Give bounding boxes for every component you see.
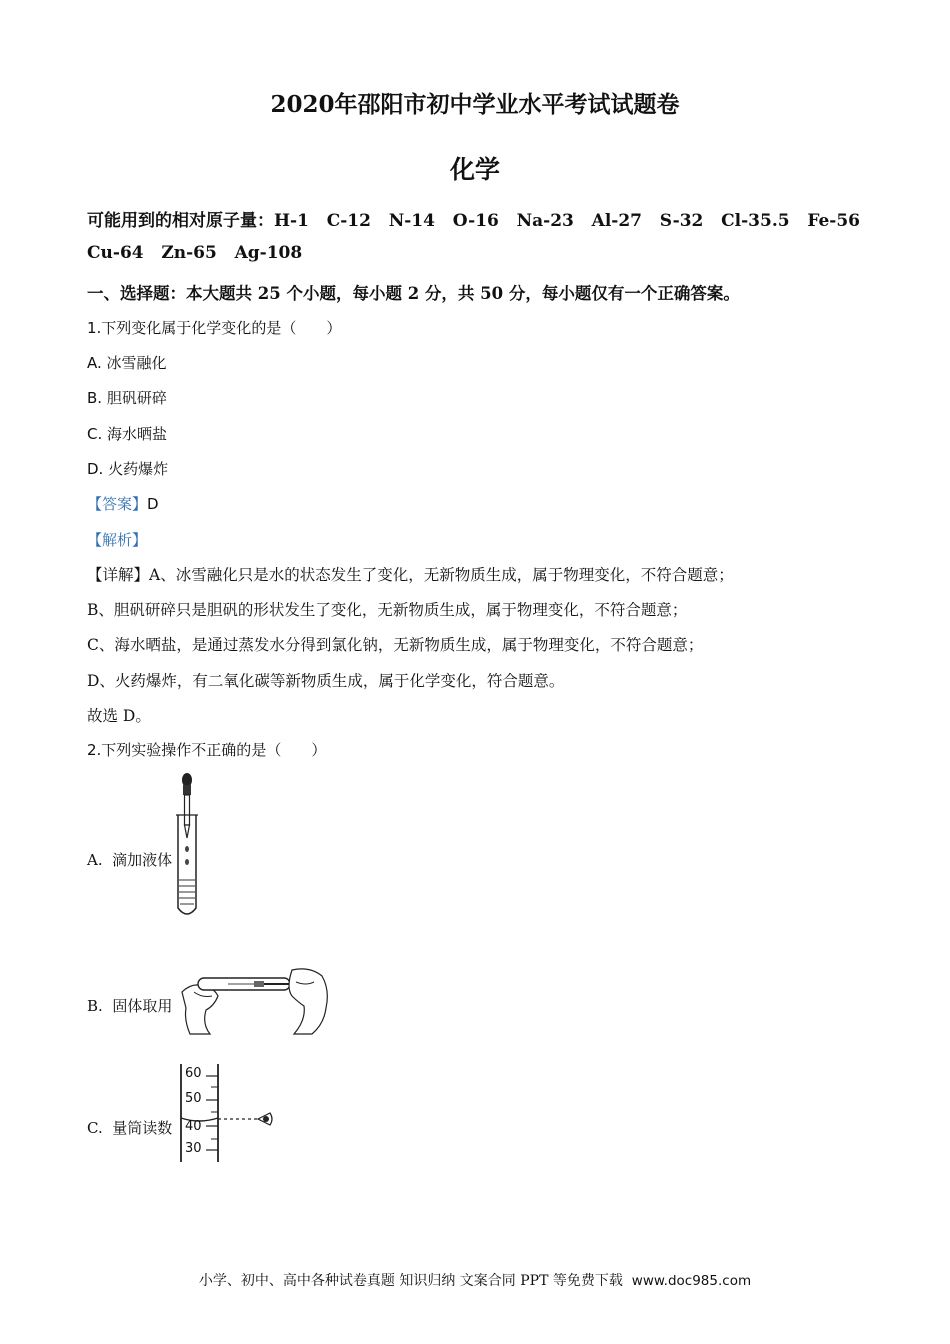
q1-conclusion: 故选 D。 bbox=[87, 707, 151, 725]
option-text: 滴加液体 bbox=[112, 851, 173, 869]
option-letter: A. bbox=[87, 851, 103, 869]
cylinder-tick-40: 40 bbox=[185, 1119, 202, 1134]
option-letter: C. bbox=[87, 1119, 103, 1137]
exam-title: 2020年邵阳市初中学业水平考试试题卷 bbox=[270, 91, 680, 118]
q1-option-b: B. 胆矾研碎 bbox=[87, 389, 167, 407]
subject-title: 化学 bbox=[449, 155, 500, 184]
option-text: 固体取用 bbox=[112, 997, 173, 1015]
q1-option-c: C. 海水晒盐 bbox=[87, 425, 168, 443]
atomic-mass-values-1: H-1 C-12 N-14 O-16 Na-23 Al-27 S-32 Cl-35.5 Fe-56 bbox=[274, 211, 860, 231]
q1-option-d: D. 火药爆炸 bbox=[87, 460, 169, 478]
q2-option-a bbox=[87, 849, 172, 870]
atomic-mass-label: 可能用到的相对原子量： bbox=[87, 211, 274, 231]
q1-detail-line-4: D、火药爆炸，有二氧化碳等新物质生成，属于化学变化，符合题意。 bbox=[87, 672, 565, 690]
footer-url[interactable]: www.doc985.com bbox=[631, 1273, 752, 1289]
cylinder-tick-50: 50 bbox=[185, 1091, 202, 1106]
hands-testtube-illustration bbox=[180, 962, 330, 1037]
option-text: 量筒读数 bbox=[112, 1119, 173, 1137]
atomic-mass-line-2: Cu-64 Zn-65 Ag-108 bbox=[87, 243, 303, 263]
page-footer bbox=[0, 1270, 950, 1290]
q1-detail-line-1 bbox=[87, 563, 734, 585]
detail-tag: 【详解】 bbox=[87, 566, 150, 584]
footer-text: 小学、初中、高中各种试卷真题 知识归纳 文案合同 PPT 等免费下载 bbox=[198, 1273, 623, 1289]
q1-option-a: A. 冰雪融化 bbox=[87, 354, 167, 372]
section-heading: 一、选择题：本大题共 25 个小题，每小题 2 分，共 50 分，每小题仅有一个正确答案。 bbox=[87, 284, 740, 303]
q1-detail-line-2: B、胆矾研碎只是胆矾的形状发生了变化，无新物质生成，属于物理变化，不符合题意； bbox=[87, 601, 688, 619]
answer-tag: 【答案】 bbox=[87, 495, 148, 513]
q1-stem: 1.下列变化属于化学变化的是（ ） bbox=[87, 319, 342, 337]
q2-option-b bbox=[87, 995, 172, 1016]
graduated-cylinder-eye-illustration bbox=[178, 1062, 278, 1166]
detail-text-a: A、冰雪融化只是水的状态发生了变化，无新物质生成，属于物理变化，不符合题意； bbox=[149, 566, 734, 584]
q2-option-c bbox=[87, 1117, 172, 1138]
option-letter: B. bbox=[87, 997, 103, 1015]
analysis-tag: 【解析】 bbox=[87, 531, 148, 549]
atomic-mass-line-1 bbox=[87, 206, 860, 231]
q1-detail-line-3: C、海水晒盐，是通过蒸发水分得到氯化钠，无新物质生成，属于物理变化，不符合题意； bbox=[87, 636, 704, 654]
q2-stem: 2.下列实验操作不正确的是（ ） bbox=[87, 741, 327, 759]
cylinder-tick-60: 60 bbox=[185, 1066, 202, 1081]
cylinder-tick-30: 30 bbox=[185, 1141, 202, 1156]
answer-value: D bbox=[147, 495, 159, 513]
q1-answer-line bbox=[87, 493, 159, 514]
dropper-testtube-illustration bbox=[170, 770, 210, 920]
